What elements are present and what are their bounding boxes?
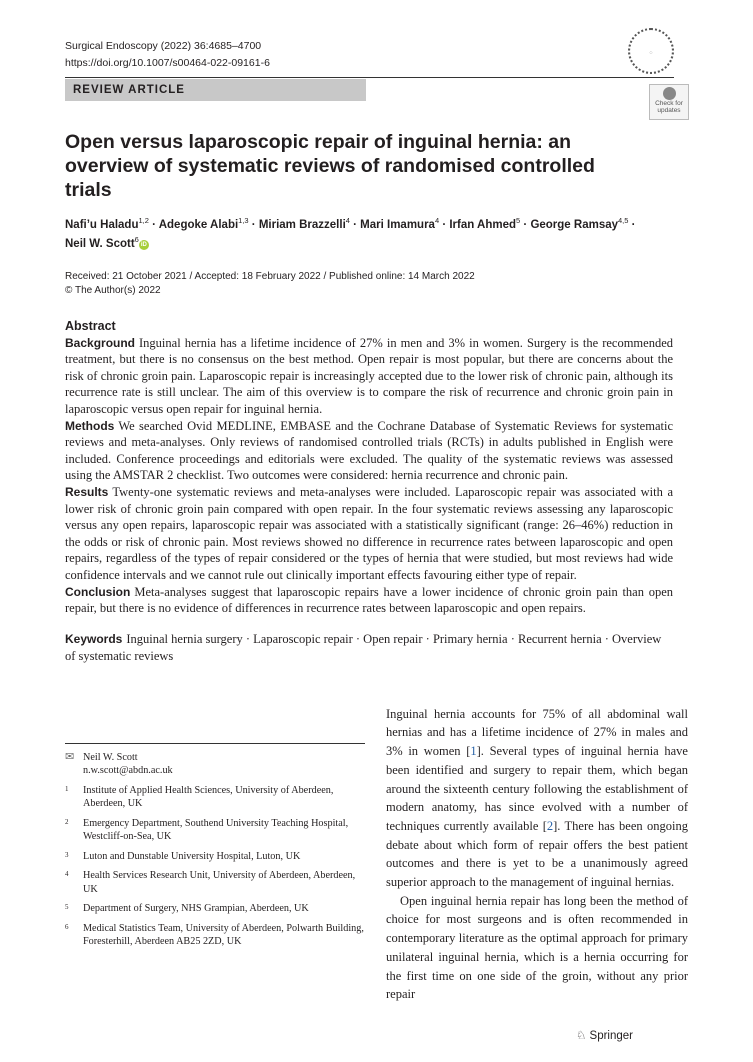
body-paragraph: Open inguinal hernia repair has long been the method of choice for most surgeons and is often recommended in contemporary literature as the optimal approach for primary unilateral inguinal hernia, which is a hernia occurring for the first time on one side of the groin, without any prior repair [386,893,688,1002]
dates-line: Received: 21 October 2021 / Accepted: 18 February 2022 / Published online: 14 March 2022 [65,271,475,282]
abstract-section-text: Twenty-one systematic reviews and meta-analyses were included. Laparoscopic repair was associated with a lower risk of chronic groin pain compared with open repair. In the four systematic reviews assessing any laparoscopic versus any open repairs, laparoscopic repair was associated with a statistically significant (range: 26–46%) reduction in the odds or risk of chronic pain. Most reviews showed no difference in recurrence rates between laparoscopic and open repairs, regardless of the types of repair considered or the types of hernia that were studied, but most reviews had wide confidence intervals and we cannot rule out clinically important effects favouring either type of repair. [65,484,673,582]
journal-logo: ◌ [628,28,674,74]
author[interactable]: George Ramsay [530,219,619,231]
abstract-section [65,335,673,418]
author-separator: · [520,219,531,231]
affiliation-number: 4 [65,870,69,879]
correspondence [65,751,365,778]
author-separator: · [439,219,450,231]
affiliation [65,850,365,864]
abstract-section [65,484,673,584]
author-affiliation: 6 [134,235,139,245]
body-text-run: ]. Several types of inguinal hernia have been identified and surgery to repair them, which began around the sixteenth century following the establishment of modern anatomy, has since evolved with a number of techniques currently available [ [386,744,688,833]
affiliation-number: 5 [65,903,69,912]
abstract-section-text: Meta-analyses suggest that laparoscopic repairs have a lower incidence of chronic groin pain than open repair, but there is no evidence of differences in recurrence rates between laparoscopic and open repairs. [65,584,673,616]
author-affiliation: 1,2 [138,216,149,226]
doi-link[interactable]: https://doi.org/10.1007/s00464-022-09161-6 [65,57,270,69]
author-separator: · [148,219,159,231]
abstract-section-label: Methods [65,418,115,433]
affiliation [65,784,365,811]
springer-horse-icon: ♘ [576,1029,590,1042]
abstract-section [65,584,673,617]
abstract-section [65,418,673,484]
abstract [65,318,673,617]
affiliation-number: 1 [65,784,69,793]
author[interactable]: Neil W. Scott [65,238,135,250]
affiliation-text: Health Services Research Unit, University of Aberdeen, Aberdeen, UK [83,870,356,895]
abstract-section-text: We searched Ovid MEDLINE, EMBASE and the Cochrane Database of Systematic Reviews for systematic reviews and meta-analyses. Only reviews of randomised controlled trials (RCTs) in adults published in English were included. Conference proceedings and editorials were excluded. The quality of the systematic reviews was assessed using the AMSTAR 2 checklist. Two outcomes were considered: hernia recurrence and chronic pain. [65,418,673,483]
affiliation [65,817,365,844]
abstract-section-text: Inguinal hernia has a lifetime incidence of 27% in men and 3% in women. Surgery is the recommended treatment, but there is no consensus on the best method. Open repair is most popular, but there are concerns about the risk of chronic groin pain. Laparoscopic repair is increasingly accepted due to the lower risk of chronic pain, although its recurrence rate is still unclear. The aim of this overview is to compare the risk of recurrence and chronic groin pain in laparoscopic versus open repair for inguinal hernia. [65,335,673,416]
author-separator: · [628,219,636,231]
corresponding-author: Neil W. Scott [83,751,138,763]
affiliation-text: Luton and Dunstable University Hospital, Luton, UK [83,850,301,862]
left-column [65,705,365,1004]
author-affiliation: 4 [434,216,440,226]
article-flow [65,130,688,1062]
author[interactable]: Nafi’u Haladu [65,219,139,231]
publisher-mark: ♘ Springer [576,1029,633,1042]
author[interactable]: Irfan Ahmed [449,219,517,231]
author[interactable]: Miriam Brazzelli [258,219,346,231]
affiliation-text: Medical Statistics Team, University of Aberdeen, Polwarth Building, Foresterhill, Aberdeen AB25 2ZD, UK [83,922,364,948]
abstract-section-label: Results [65,484,109,499]
author[interactable]: Mari Imamura [360,219,435,231]
affiliation-number: 6 [65,922,69,931]
body-text-run: ]. There has been ongoing debate about which form of repair offers the best patient outcomes and there is yet to be a unanimously agreed superior approach to the management of inguinal hernias. [386,818,688,890]
body-text [386,705,688,1004]
keywords-text: Inguinal hernia surgery · Laparoscopic repair · Open repair · Primary hernia · Recurrent hernia · Overview of systematic reviews [65,631,662,663]
affiliation-text: Department of Surgery, NHS Grampian, Aberdeen, UK [83,903,309,915]
two-column-area [65,705,688,1004]
affiliation-number: 3 [65,850,69,859]
paper-title: Open versus laparoscopic repair of inguinal hernia: an overview of systematic reviews of randomised controlled trials [65,131,595,201]
affiliation [65,902,365,916]
header-rule [65,77,674,78]
author-list [65,216,685,254]
abstract-heading: Abstract [65,319,116,333]
author-affiliation: 1,3 [238,216,249,226]
copyright-line: © The Author(s) 2022 [65,285,161,296]
email-link[interactable]: n.w.scott@abdn.ac.uk [83,765,173,777]
affiliation-text: Emergency Department, Southend University Teaching Hospital, Westcliff-on-Sea, UK [83,817,349,843]
citation-link[interactable]: 1 [470,744,477,759]
author[interactable]: Adegoke Alabi [158,219,239,231]
bookmark-icon [663,87,676,100]
author-affiliation: 4,5 [618,216,629,226]
footnote-rule [65,743,365,744]
author-separator: · [248,219,259,231]
publication-dates [65,270,688,298]
keywords [65,631,673,665]
footnotes [65,751,365,949]
author-affiliation: 4 [345,216,350,226]
citation-link[interactable]: 2 [546,818,554,833]
body-paragraph [386,705,688,892]
article-type-band: REVIEW ARTICLE [65,79,366,101]
journal-citation: Surgical Endoscopy (2022) 36:4685–4700 [65,40,262,52]
author-separator: · [349,219,361,231]
abstract-section-label: Conclusion [65,584,131,599]
orcid-icon[interactable]: iD [140,242,147,248]
journal-info [65,38,270,72]
affiliation-text: Institute of Applied Health Sciences, University of Aberdeen, Aberdeen, UK [83,784,334,810]
body-text-run: Inguinal hernia accounts for 75% of all abdominal wall hernias and has a lifetime incidence of 27% in males and 3% in women [ [386,706,688,759]
affiliation-number: 2 [65,817,69,826]
keywords-label: Keywords [65,631,123,646]
author-affiliation: 5 [516,216,521,226]
abstract-section-label: Background [65,335,136,350]
envelope-icon: ✉ [65,750,75,763]
affiliation [65,869,365,896]
check-for-updates-badge[interactable]: Check for updates [649,84,689,120]
affiliation [65,922,365,949]
